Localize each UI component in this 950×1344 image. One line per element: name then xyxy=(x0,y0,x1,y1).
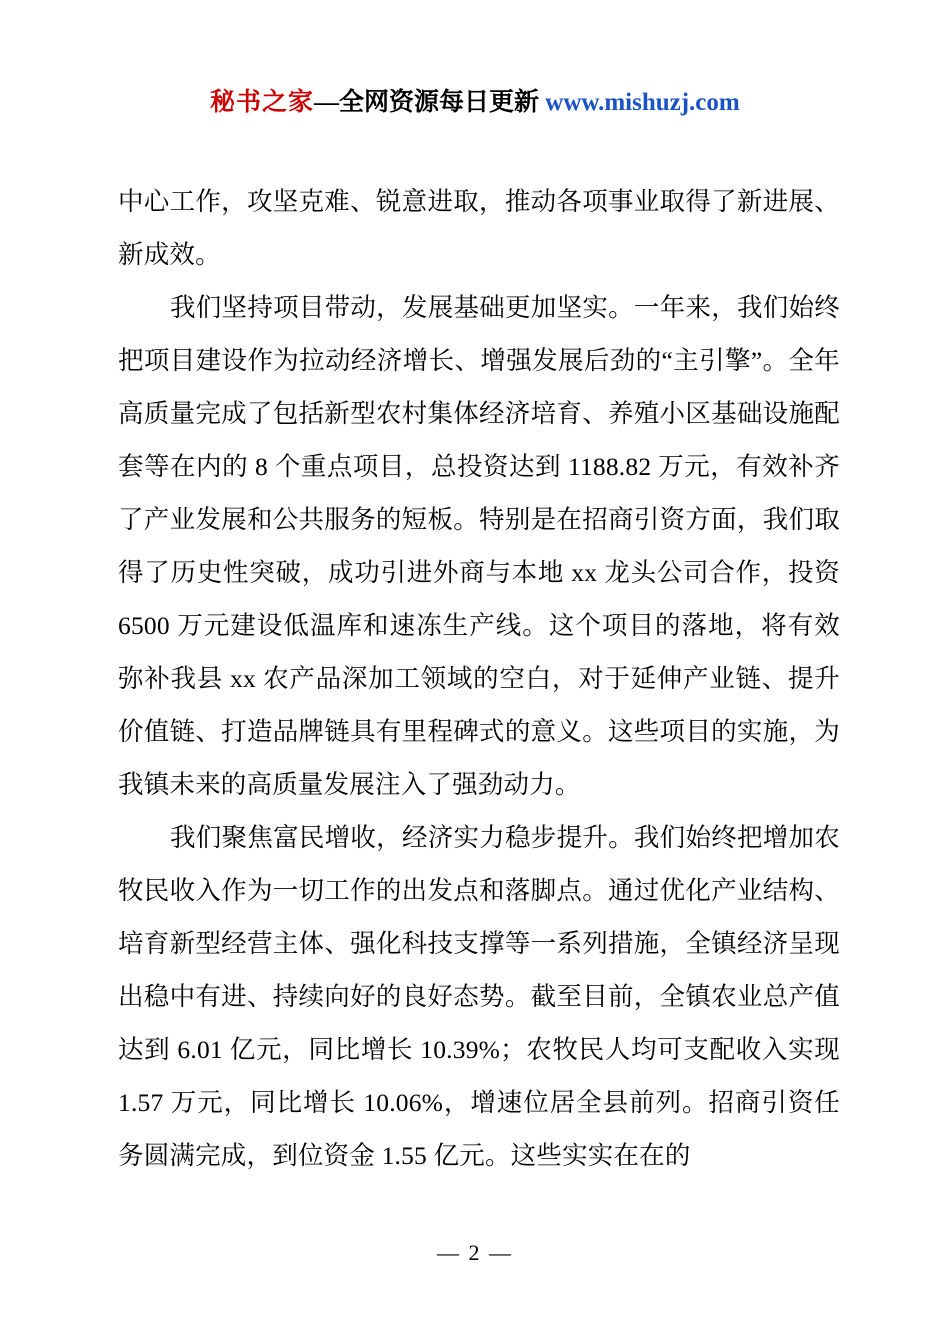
document-body xyxy=(118,175,840,1182)
page-number: — 2 — xyxy=(437,1240,513,1265)
paragraph-3: 我们聚焦富民增收，经济实力稳步提升。我们始终把增加农牧民收入作为一切工作的出发点和落脚点。通过优化产业结构、培育新型经营主体、强化科技支撑等一系列措施，全镇经济呈现出稳中有进、持续向好的良好态势。截至目前，全镇农业总产值达到 6.01 亿元，同比增长 10.39%；农牧民人均可支配收入实现 1.57 万元，同比增长 10.06%，增速位居全县前列。招商引资任务圆满完成，到位资金 1.55 亿元。这些实实在在的 xyxy=(118,823,840,1170)
site-tagline: —全网资源每日更新 xyxy=(314,89,546,116)
site-brand-name: 秘书之家 xyxy=(210,89,315,116)
paragraph-2: 我们坚持项目带动，发展基础更加坚实。一年来，我们始终把项目建设作为拉动经济增长、增强发展后劲的“主引擎”。全年高质量完成了包括新型农村集体经济培育、养殖小区基础设施配套等在内的 8 个重点项目，总投资达到 1188.82 万元，有效补齐了产业发展和公共服务的短板。特别是在招商引资方面，我们取得了历史性突破，成功引进外商与本地 xx 龙头公司合作，投资 6500 万元建设低温库和速冻生产线。这个项目的落地，将有效弥补我县 xx 农产品深加工领域的空白，对于延伸产业链、提升价值链、打造品牌链具有里程碑式的意义。这些项目的实施，为我镇未来的高质量发展注入了强劲动力。 xyxy=(118,293,840,799)
site-url[interactable]: www.mishuzj.com xyxy=(545,89,740,116)
paragraph-1: 中心工作，攻坚克难、锐意进取，推动各项事业取得了新进展、新成效。 xyxy=(118,187,840,269)
site-watermark-header xyxy=(210,88,740,118)
